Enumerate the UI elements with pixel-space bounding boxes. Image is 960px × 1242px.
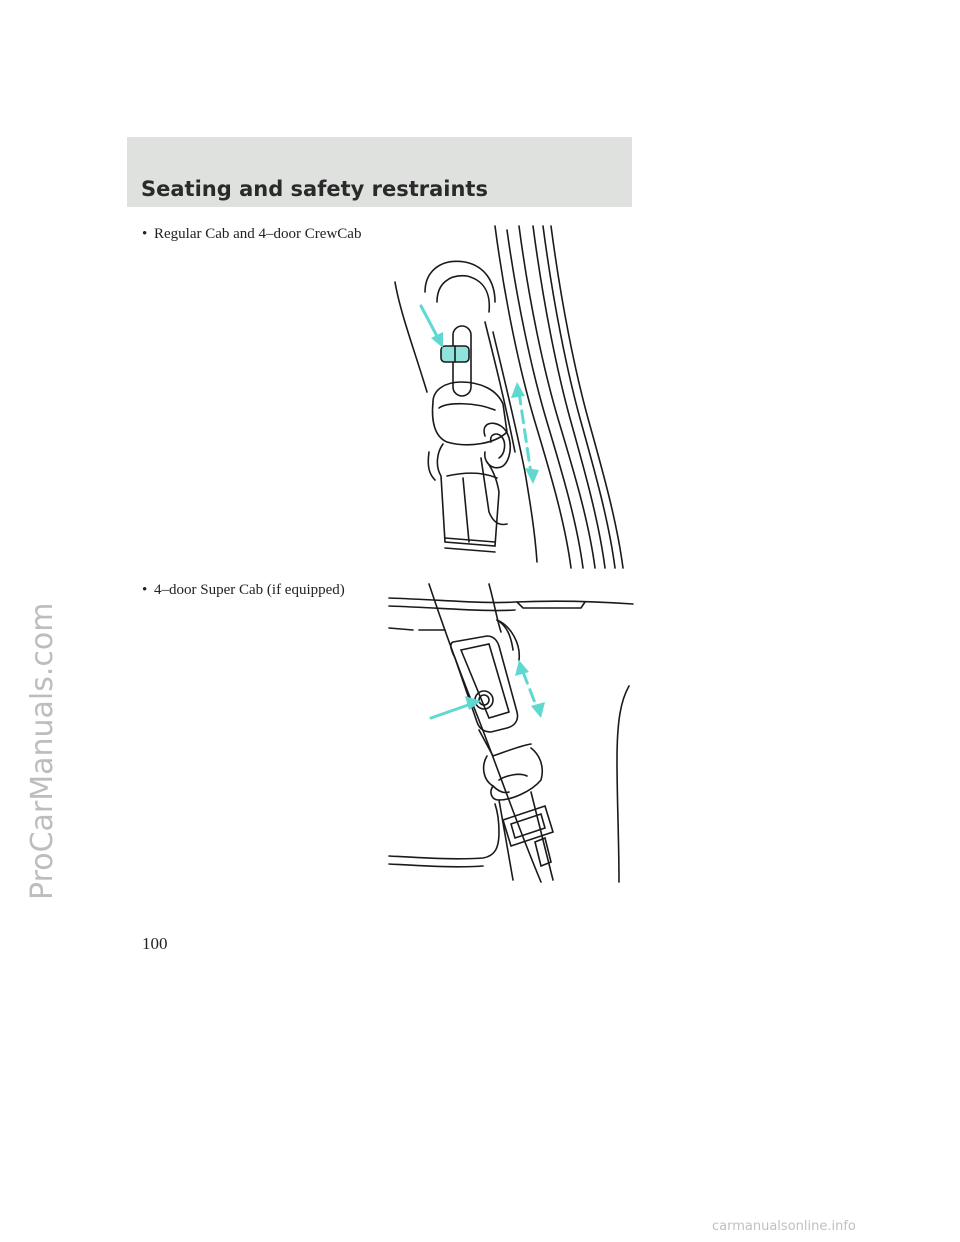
page-number: 100 (142, 934, 168, 953)
side-watermark: ProCarManuals.com (25, 602, 60, 900)
bullet-text: 4–door Super Cab (if equipped) (154, 582, 345, 598)
section-header-band (127, 137, 632, 207)
bullet-text: Regular Cab and 4–door CrewCab (154, 226, 362, 242)
belt-adjuster-illustration-super-cab (385, 580, 640, 885)
bullet-item-regular-cab (142, 226, 361, 243)
bottom-watermark: carmanualsonline.info (712, 1219, 856, 1234)
bullet-marker: • (142, 582, 148, 598)
belt-adjuster-illustration-regular-cab (385, 222, 640, 572)
bullet-item-super-cab (142, 582, 345, 599)
bullet-marker: • (142, 226, 148, 242)
section-title: Seating and safety restraints (141, 177, 488, 201)
